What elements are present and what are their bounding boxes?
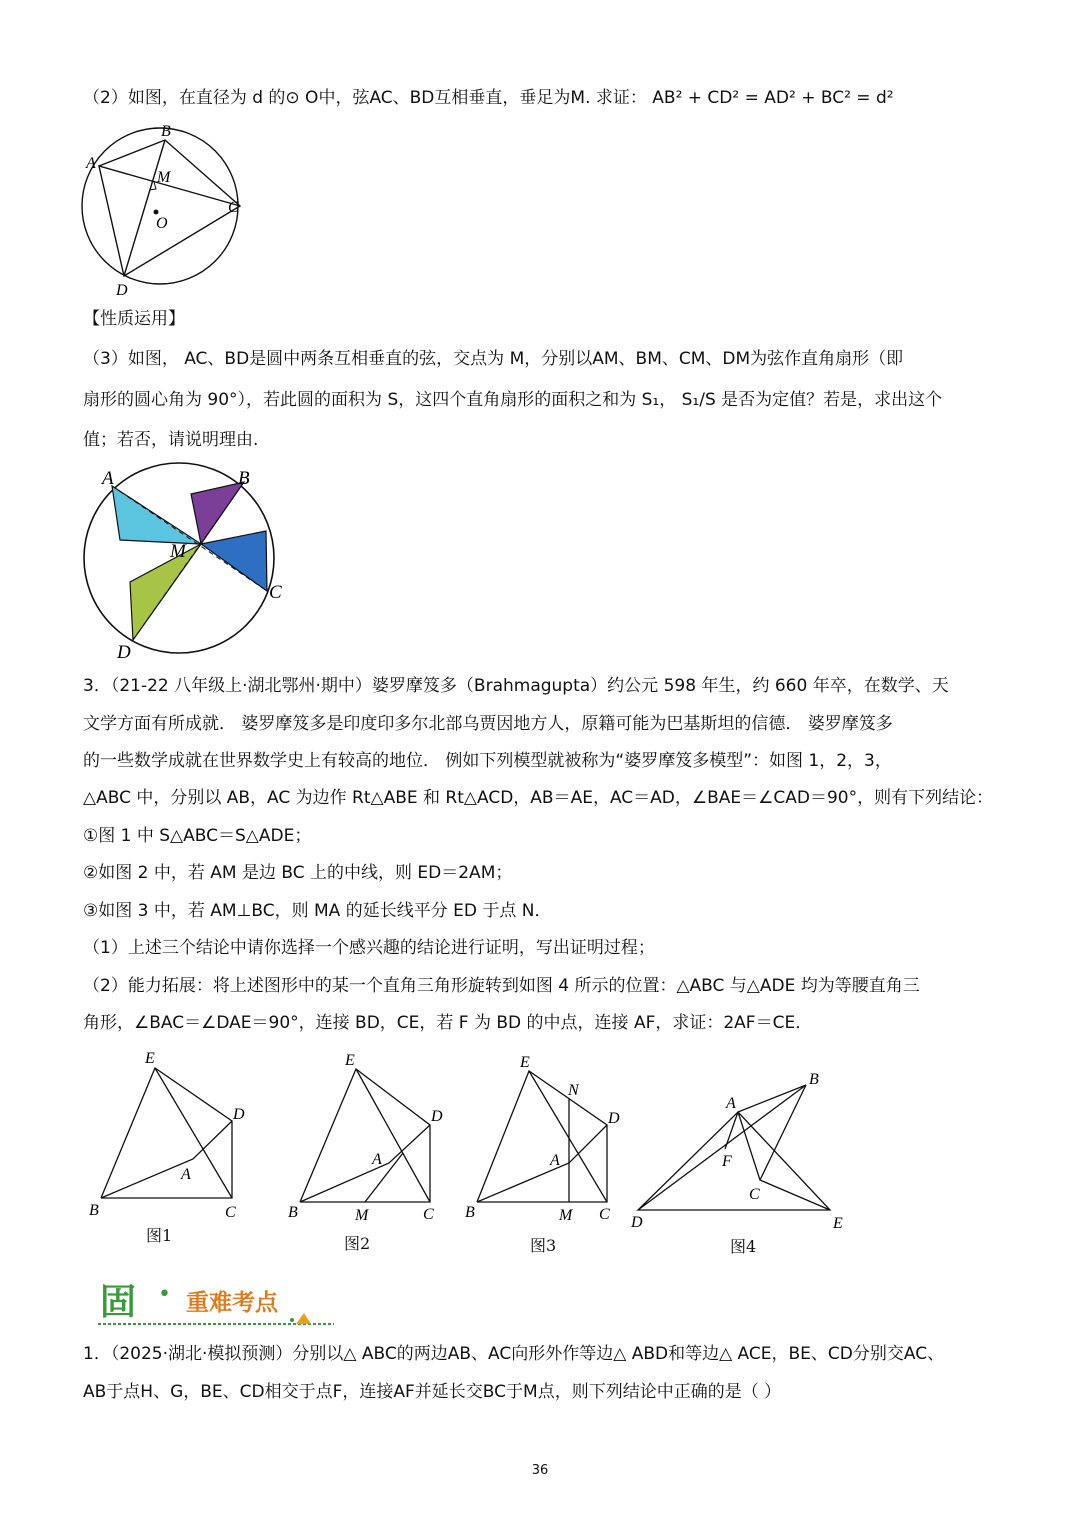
next-q-line1: 1．（2025·湖北·模拟预测）分别以△ ABC的两边AB、AC向形外作等边△ ABD和等边△ ACE，BE、CD分别交AC、: [83, 1344, 945, 1364]
label-D: D: [116, 282, 128, 299]
q2-part2-text: （2）如图，在直径为 d 的⊙ O中，弦AC、BD互相垂直，垂足为M. 求证： AB² + CD² = AD² + BC² = d²: [83, 88, 894, 108]
figure-4-caption: 图4: [730, 1237, 757, 1256]
figure-2: [285, 1045, 455, 1225]
figure-4: [628, 1062, 858, 1232]
label-N: N: [568, 1082, 579, 1099]
label-A: A: [372, 1151, 382, 1168]
q3-part1: （1）上述三个结论中请你选择一个感兴趣的结论进行证明，写出证明过程；: [83, 938, 655, 958]
label-D: D: [608, 1110, 620, 1127]
label-B: B: [465, 1204, 475, 1221]
label-A: A: [550, 1152, 560, 1169]
next-q-line2: AB于点H、G，BE、CD相交于点F，连接AF并延长交BC于M点，则下列结论中正确的是（ ）: [83, 1382, 782, 1402]
label-D: D: [431, 1108, 443, 1125]
label-F: F: [722, 1153, 732, 1170]
label-E: E: [520, 1054, 530, 1071]
q2-part3-line1: （3）如图， AC、BD是圆中两条互相垂直的弦，交点为 M，分别以AM、BM、CM、DM为弦作直角扇形（即: [83, 349, 904, 369]
label-B: B: [89, 1202, 99, 1219]
page-number: 36: [531, 1463, 549, 1478]
label-B: B: [809, 1071, 819, 1088]
label-D: D: [117, 642, 131, 662]
figure-3-caption: 图3: [530, 1236, 557, 1255]
label-C: C: [225, 1204, 236, 1221]
banner-dot: •: [158, 1282, 171, 1307]
label-B: B: [161, 123, 171, 140]
label-C: C: [423, 1206, 434, 1223]
q3-line1: 3．（21-22 八年级上·湖北鄂州·期中）婆罗摩笈多（Brahmagupta）约公元 598 年生，约 660 年卒，在数学、天: [83, 676, 949, 696]
label-C: C: [749, 1186, 760, 1203]
banner-underline-decoration: [98, 1310, 338, 1328]
label-E: E: [833, 1215, 843, 1232]
label-D: D: [233, 1106, 245, 1123]
label-B: B: [288, 1204, 298, 1221]
q3-part2-line1: （2）能力拓展：将上述图形中的某一个直角三角形旋转到如图 4 所示的位置：△ABC 与△ADE 均为等腰直角三: [83, 976, 920, 996]
label-A: A: [102, 468, 114, 489]
label-M: M: [355, 1207, 369, 1224]
label-M: M: [559, 1207, 573, 1224]
label-D: D: [631, 1214, 643, 1231]
banner-text: 重难考点: [186, 1290, 278, 1316]
q3-conclusion-2: ②如图 2 中，若 AM 是边 BC 上的中线，则 ED＝2AM；: [83, 863, 513, 883]
label-E: E: [345, 1052, 355, 1069]
section-banner: [98, 1272, 338, 1328]
q3-line4: △ABC 中，分别以 AB，AC 为边作 Rt△ABE 和 Rt△ACD，AB＝AE，AC＝AD，∠BAE＝∠CAD＝90°，则有下列结论：: [83, 788, 994, 808]
label-C: C: [269, 582, 282, 603]
figure-2-caption: 图2: [344, 1234, 371, 1253]
label-C: C: [599, 1206, 610, 1223]
label-E: E: [145, 1050, 155, 1067]
label-O: O: [156, 215, 168, 232]
label-A: A: [86, 155, 96, 172]
label-C: C: [228, 199, 239, 216]
figure-3: [462, 1045, 632, 1225]
q3-part2-line2: 角形，∠BAC＝∠DAE＝90°，连接 BD，CE，若 F 为 BD 的中点，连接 AF，求证：2AF＝CE．: [83, 1013, 813, 1033]
figure-1: [85, 1045, 255, 1225]
circle-figure-orthogonal-chords: [80, 120, 250, 300]
section-apply-heading: 【性质运用】: [83, 309, 185, 329]
label-M: M: [170, 541, 186, 562]
figure-1-caption: 图1: [146, 1226, 173, 1245]
q2-part3-line3: 值；若否，请说明理由.: [83, 430, 259, 450]
circle-figure-four-sectors: [80, 462, 290, 662]
q3-conclusion-3: ③如图 3 中，若 AM⊥BC，则 MA 的延长线平分 ED 于点 N．: [83, 901, 552, 921]
label-M: M: [157, 169, 171, 186]
label-A: A: [726, 1095, 736, 1112]
q2-part3-line2: 扇形的圆心角为 90°），若此圆的面积为 S，这四个直角扇形的面积之和为 S₁， S₁/S 是否为定值？若是，求出这个: [83, 390, 943, 410]
banner-char: 固: [100, 1281, 137, 1323]
label-A: A: [181, 1166, 191, 1183]
q3-line3: 的一些数学成就在世界数学史上有较高的地位． 例如下列模型就被称为“婆罗摩笈多模型”：如图 1，2，3，: [83, 751, 892, 771]
q3-conclusion-1: ①图 1 中 S△ABC＝S△ADE；: [83, 826, 312, 846]
q3-line2: 文学方面有所成就． 婆罗摩笈多是印度印多尔北部乌贾因地方人，原籍可能为巴基斯坦的信德． 婆罗摩笈多: [83, 714, 893, 734]
label-B: B: [238, 468, 250, 489]
